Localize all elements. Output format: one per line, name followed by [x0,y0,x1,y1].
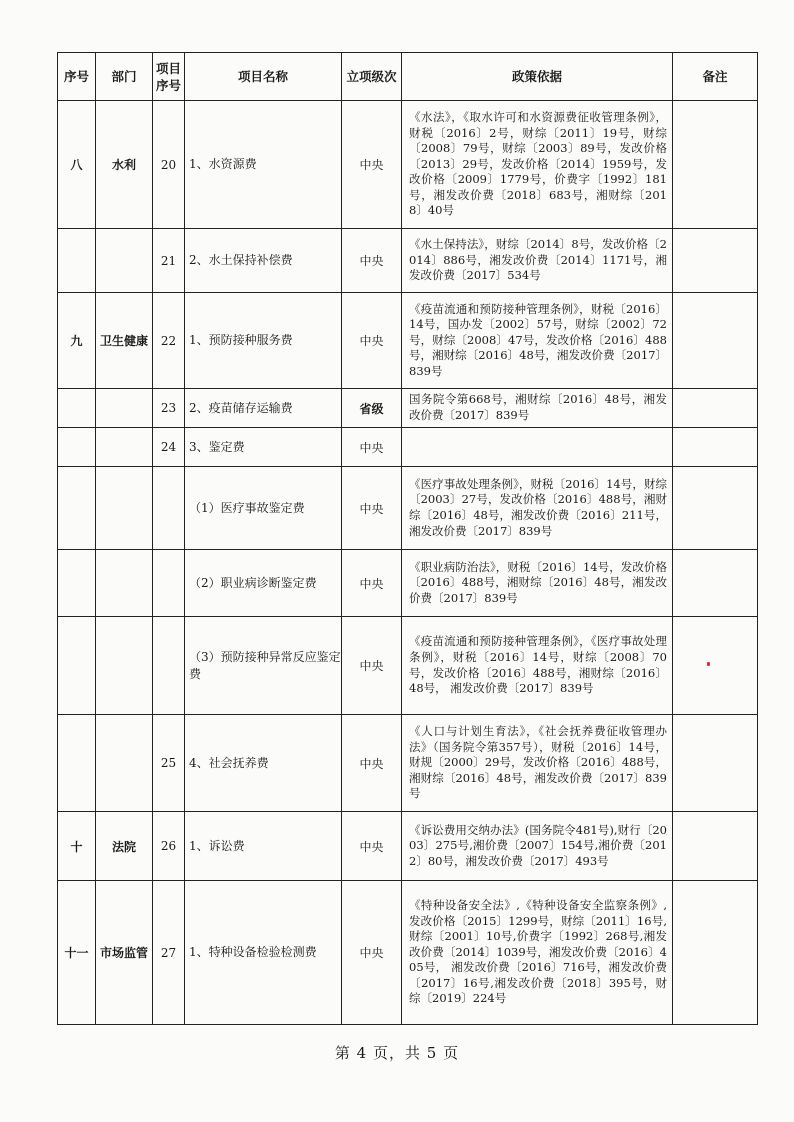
row-level: 中央 [342,428,402,467]
row-item-seq: 21 [153,229,185,293]
table-row [58,229,758,293]
header-seq: 序号 [58,53,96,101]
row-level: 中央 [342,293,402,389]
table-row [58,812,758,881]
row-level: 中央 [342,101,402,229]
row-seq: 十 [58,812,96,881]
row-note [673,101,758,229]
row-seq [58,617,96,715]
row-seq: 八 [58,101,96,229]
row-policy: 《水土保持法》，财综〔2014〕8号，发改价格〔2014〕886号，湘发改价费〔2014〕1171号，湘发改价费〔2017〕534号 [402,229,673,293]
table-row [58,428,758,467]
row-item-name: （1）医疗事故鉴定费 [185,467,342,550]
row-item-name: 1、水资源费 [185,101,342,229]
row-seq [58,715,96,812]
table-row [58,101,758,229]
row-dept: 卫生健康 [96,293,153,389]
header-dept: 部门 [96,53,153,101]
row-item-seq: 25 [153,715,185,812]
row-note [673,467,758,550]
row-note [673,229,758,293]
row-item-seq [153,617,185,715]
row-note [673,617,758,715]
row-policy: 《疫苗流通和预防接种管理条例》，《医疗事故处理条例》，财税〔2016〕14号，财综〔2008〕70号，发改价格〔2016〕488号，湘财综〔2016〕48号， 湘发改价费〔2017〕839号 [402,617,673,715]
row-note [673,812,758,881]
row-level: 中央 [342,617,402,715]
row-note [673,293,758,389]
row-item-name: 4、社会抚养费 [185,715,342,812]
row-policy: 国务院令第668号，湘财综〔2016〕48号，湘发改价费〔2017〕839号 [402,389,673,428]
row-seq [58,467,96,550]
row-note [673,715,758,812]
page-footer: 第 4 页，共 5 页 [334,1044,460,1062]
row-item-seq [153,467,185,550]
row-policy: 《特种设备安全法》,《特种设备安全监察条例》,发改价格〔2015〕1299号，财综〔2011〕16号,财综〔2001〕10号,价费字〔1992〕268号,湘发改价费〔2014〕1039号，湘发改价费〔2016〕405号， 湘发改价费〔2016〕716号，湘发改价费〔2017〕16号,湘发改价费〔2018〕395号，财综〔2019〕224号 [402,881,673,1025]
table-row [58,881,758,1025]
red-ink-dot [707,662,710,666]
row-level: 中央 [342,881,402,1025]
row-item-name: （3）预防接种异常反应鉴定费 [185,617,342,715]
row-seq: 十一 [58,881,96,1025]
table-row [58,550,758,617]
header-policy: 政策依据 [402,53,673,101]
row-note [673,428,758,467]
row-item-seq: 27 [153,881,185,1025]
row-policy: 《职业病防治法》，财税〔2016〕14号，发改价格〔2016〕488号，湘财综〔2016〕48号，湘发改价费〔2017〕839号 [402,550,673,617]
row-item-seq: 23 [153,389,185,428]
row-policy [402,428,673,467]
row-seq [58,428,96,467]
row-dept: 水利 [96,101,153,229]
row-item-name: 2、水土保持补偿费 [185,229,342,293]
table-row [58,293,758,389]
row-level: 中央 [342,467,402,550]
header-note: 备注 [673,53,758,101]
row-dept: 市场监管 [96,881,153,1025]
row-item-name: 1、诉讼费 [185,812,342,881]
row-policy: 《医疗事故处理条例》，财税〔2016〕14号，财综〔2003〕27号，发改价格〔2016〕488号，湘财综〔2016〕48号，湘发改价费〔2016〕211号，湘发改价费〔2017〕839号 [402,467,673,550]
row-level: 省级 [342,389,402,428]
row-item-seq: 20 [153,101,185,229]
row-item-name: （2）职业病诊断鉴定费 [185,550,342,617]
fee-table [57,52,758,1025]
row-dept [96,550,153,617]
row-level: 中央 [342,715,402,812]
row-note [673,550,758,617]
row-level: 中央 [342,812,402,881]
row-policy: 《水法》，《取水许可和水资源费征收管理条例》，财税〔2016〕2号，财综〔2011〕19号，财综〔2008〕79号，财综〔2003〕89号，发改价格〔2013〕29号，发改价格〔2014〕1959号，发改价格〔2009〕1779号，价费字〔1992〕181号，湘发改价费〔2018〕683号，湘财综〔2018〕40号 [402,101,673,229]
row-item-name: 2、疫苗储存运输费 [185,389,342,428]
row-seq [58,389,96,428]
row-seq [58,550,96,617]
row-dept [96,617,153,715]
row-note [673,389,758,428]
row-item-name: 1、特种设备检验检测费 [185,881,342,1025]
header-level: 立项级次 [342,53,402,101]
header-item-seq: 项目序号 [153,53,185,101]
table-row [58,617,758,715]
row-seq [58,229,96,293]
row-dept: 法院 [96,812,153,881]
header-row [58,53,758,101]
row-dept [96,715,153,812]
row-dept [96,467,153,550]
row-dept [96,229,153,293]
row-policy: 《诉讼费用交纳办法》(国务院令481号),财行〔2003〕275号,湘价费〔2007〕154号,湘价费〔2012〕80号，湘发改价费〔2017〕493号 [402,812,673,881]
row-policy: 《疫苗流通和预防接种管理条例》，财税〔2016〕14号，国办发〔2002〕57号，财综〔2002〕72号，财综〔2008〕47号，发改价格〔2016〕488号，湘财综〔2016〕48号，湘发改价费〔2017〕839号 [402,293,673,389]
row-level: 中央 [342,550,402,617]
table-row [58,467,758,550]
table-row [58,715,758,812]
row-seq: 九 [58,293,96,389]
row-item-name: 3、鉴定费 [185,428,342,467]
row-item-seq: 24 [153,428,185,467]
row-dept [96,389,153,428]
header-item-name: 项目名称 [185,53,342,101]
row-dept [96,428,153,467]
row-policy: 《人口与计划生育法》，《社会抚养费征收管理办法》（国务院令第357号），财税〔2016〕14号，财规〔2000〕29号，发改价格〔2016〕488号，湘财综〔2016〕48号，湘发改价费〔2017〕839号 [402,715,673,812]
table-row [58,389,758,428]
row-item-name: 1、预防接种服务费 [185,293,342,389]
row-level: 中央 [342,229,402,293]
row-note [673,881,758,1025]
row-item-seq [153,550,185,617]
row-item-seq: 26 [153,812,185,881]
row-item-seq: 22 [153,293,185,389]
